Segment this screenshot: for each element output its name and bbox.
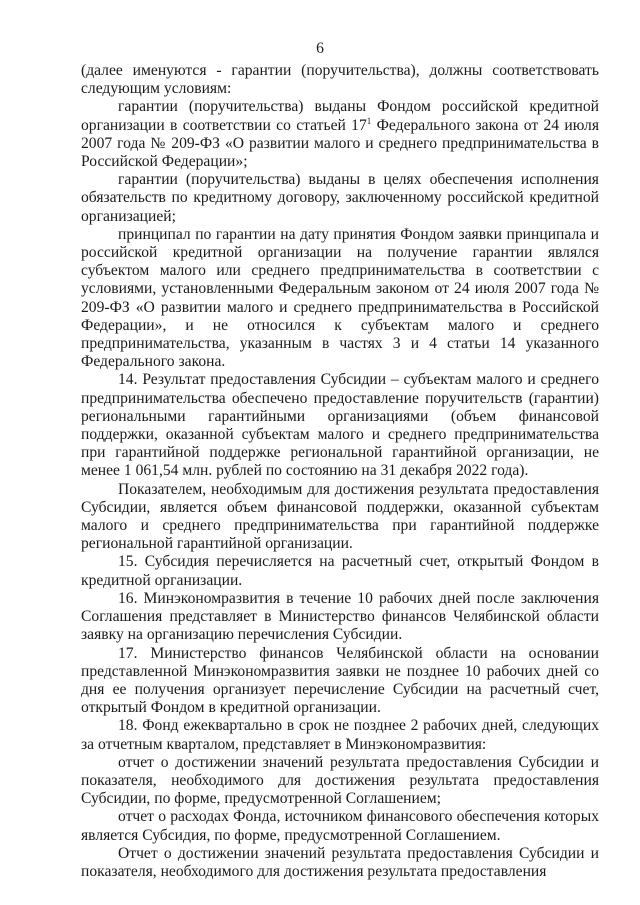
- paragraph-item-14: 14. Результат предоставления Субсидии – субъектам малого и среднего предпринимательства обеспечено предоставление поручительств (гарантии) региональными гарантийными организациями (объем финансовой поддержки, оказанной субъектам малого и среднего предпринимательства при гарантийной поддержке региональной гарантийной организации, не менее 1 061,54 млн. рублей по состоянию на 31 декабря 2022 года).: [81, 371, 599, 480]
- paragraph-item-15: 15. Субсидия перечисляется на расчетный счет, открытый Фондом в кредитной организации.: [81, 553, 599, 589]
- paragraph-item-16: 16. Минэкономразвития в течение 10 рабочих дней после заключения Соглашения представляет в Министерство финансов Челябинской области заявку на организацию перечисления Субсидии.: [81, 589, 599, 644]
- page-number: 6: [316, 40, 324, 57]
- paragraph-item-17: 17. Министерство финансов Челябинской области на основании представленной Минэкономразвития заявки не позднее 10 рабочих дней со дня ее получения организует перечисление Субсидии на расчетный счет, открытый Фондом в кредитной организации.: [81, 644, 599, 717]
- paragraph-indicator: Показателем, необходимым для достижения результата предоставления Субсидии, является объем финансовой поддержки, оказанной субъектам малого и среднего предпринимательства при гарантийной поддержке региональной гарантийной организации.: [81, 480, 599, 553]
- paragraph-condition-1-tail: Федерального закона от 24 июля 2007 года № 209-ФЗ «О развитии малого и среднего предпринимательства в Российской Федерации»;: [81, 116, 599, 171]
- article-superscript: 1: [366, 115, 372, 126]
- paragraph-condition-2: гарантии (поручительства) выданы в целях обеспечения исполнения обязательств по кредитному договору, заключенному российской кредитной организацией;: [81, 171, 599, 225]
- document-body: [81, 62, 599, 881]
- paragraph-item-18: 18. Фонд ежеквартально в срок не позднее 2 рабочих дней, следующих за отчетным кварталом, представляет в Минэкономразвития:: [81, 717, 599, 753]
- paragraph-condition-3: принципал по гарантии на дату принятия Фондом заявки принципала и российской кредитной организации на получение гарантии являлся субъектом малого или среднего предпринимательства в соответствии с условиями, установленными Федеральным законом от 24 июля 2007 года № 209-ФЗ «О развитии малого и среднего предпринимательства в Российской Федерации», и не относился к субъектам малого и среднего предпринимательства, указанным в частях 3 и 4 статьи 14 указанного Федерального закона.: [81, 225, 599, 371]
- paragraph-intro: (далее именуются - гарантии (поручительства), должны соответствовать следующим условиям:: [81, 62, 599, 98]
- paragraph-report-continued: Отчет о достижении значений результата предоставления Субсидии и показателя, необходимого для достижения результата предоставления: [81, 844, 599, 880]
- paragraph-report-1: отчет о достижении значений результата предоставления Субсидии и показателя, необходимого для достижения результата предоставления Субсидии, по форме, предусмотренной Соглашением;: [81, 753, 599, 808]
- paragraph-condition-1-text: гарантии (поручительства) выданы Фондом российской кредитной организации в соответствии со статьей 17: [81, 98, 599, 134]
- paragraph-condition-1: [81, 98, 599, 171]
- paragraph-report-2: отчет о расходах Фонда, источником финансового обеспечения которых является Субсидия, по форме, предусмотренной Соглашением.: [81, 808, 599, 844]
